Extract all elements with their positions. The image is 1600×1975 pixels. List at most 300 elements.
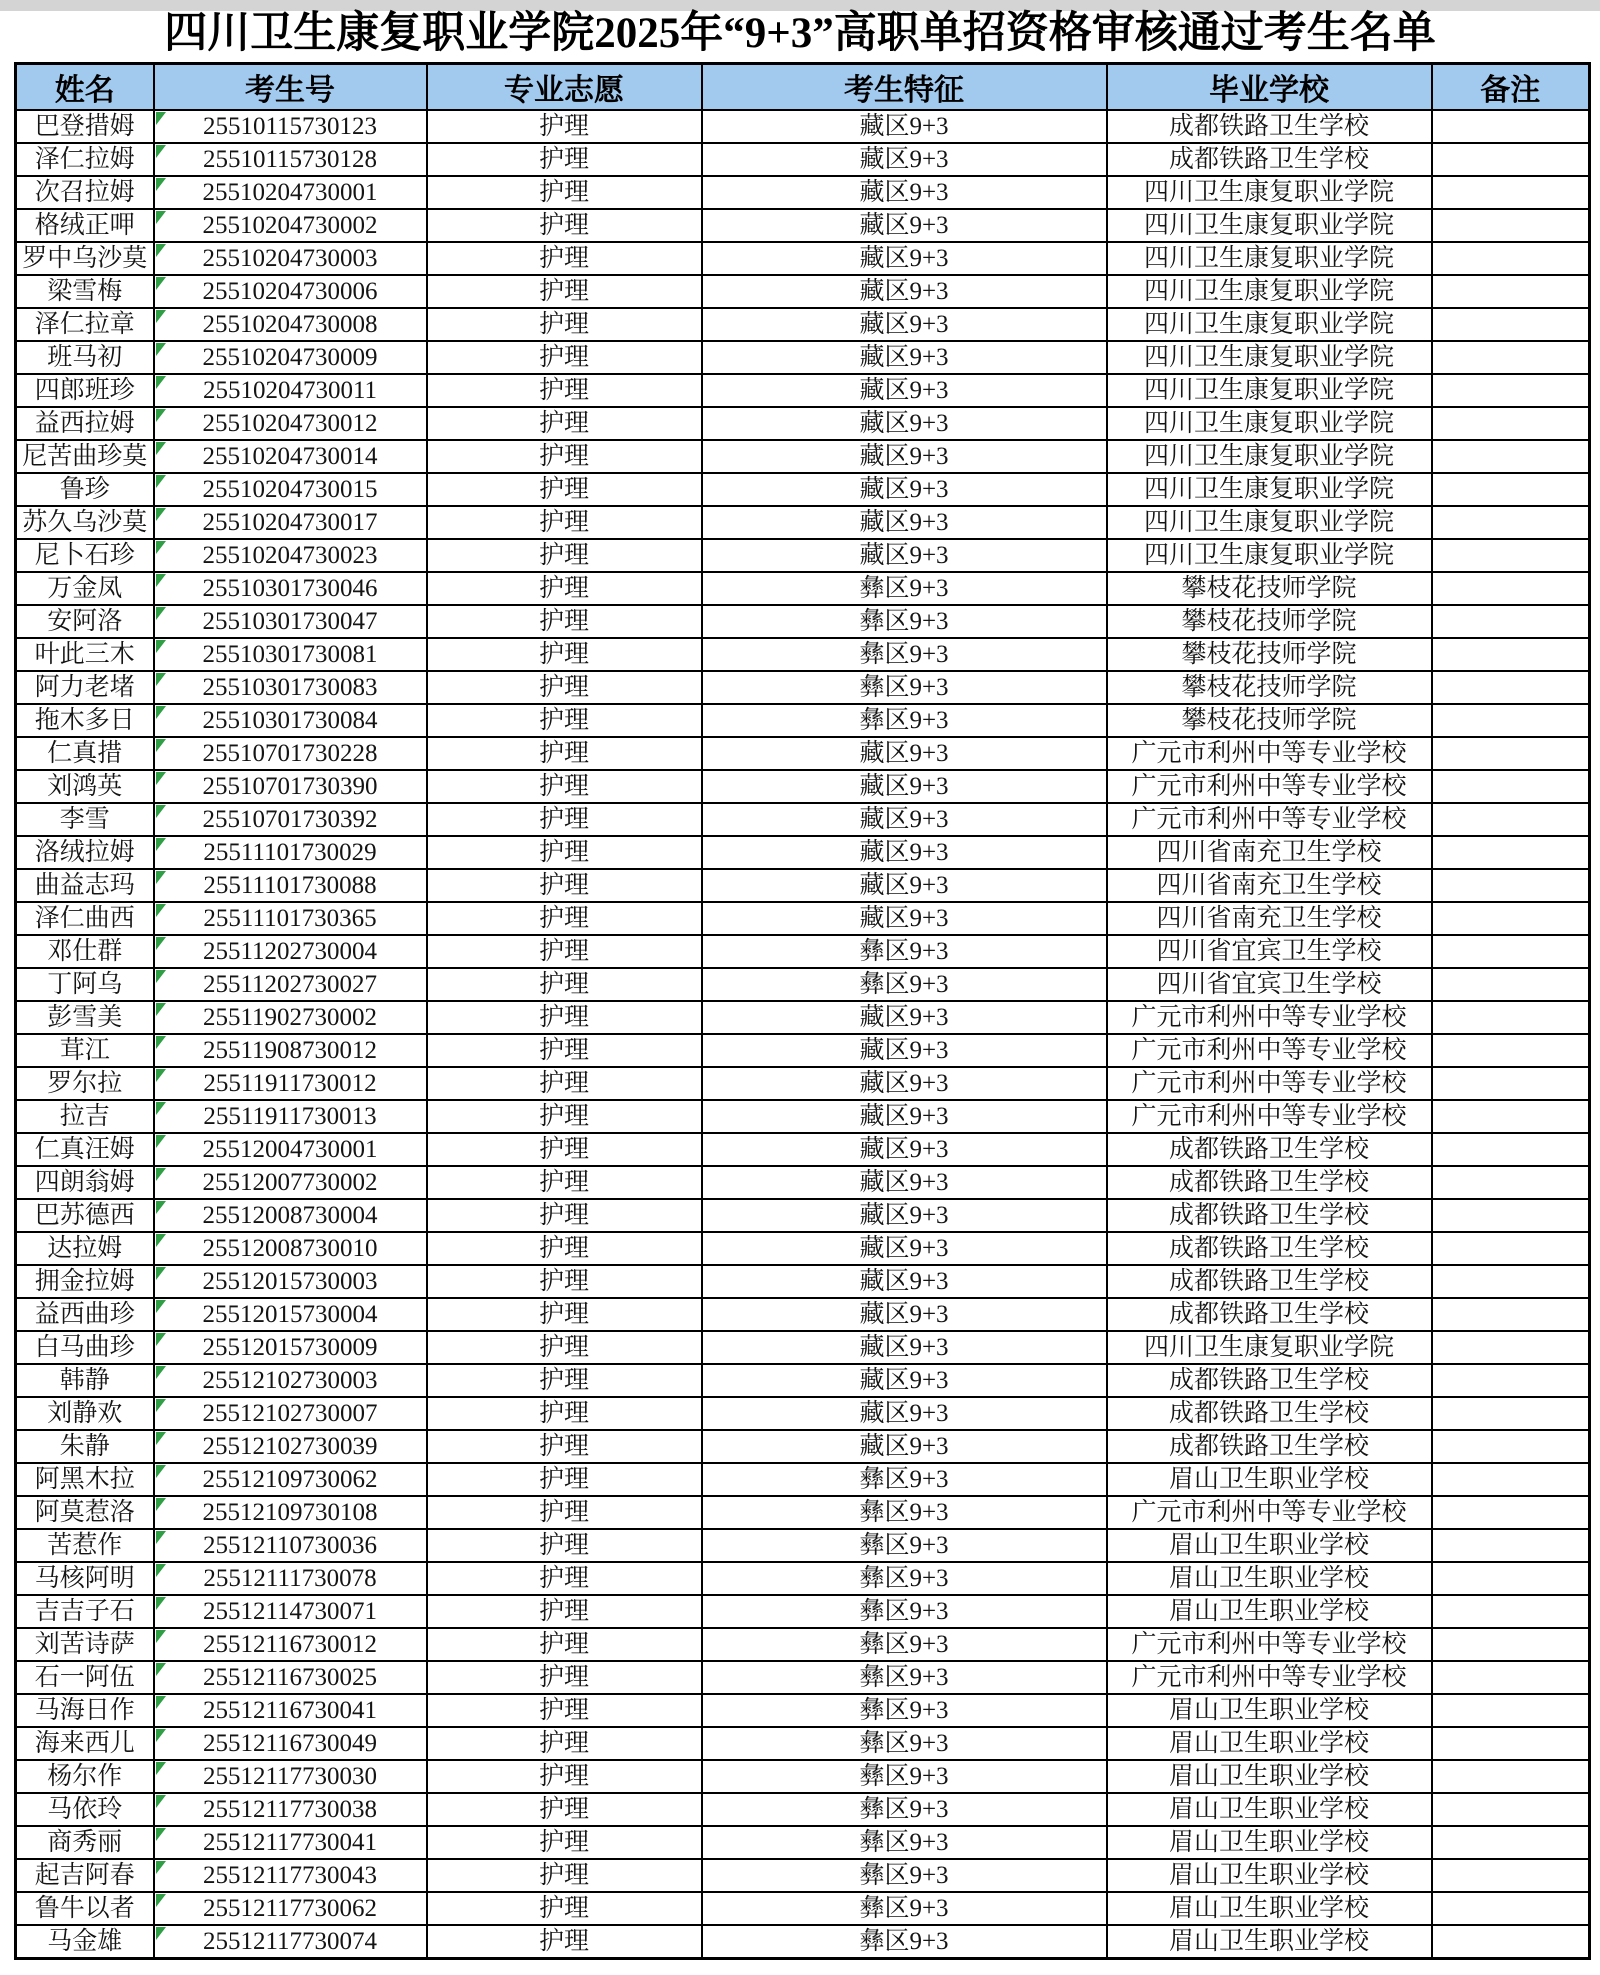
cell-school-text: 成都铁路卫生学校 [1168,1433,1369,1460]
cell-school-text: 成都铁路卫生学校 [1168,1202,1369,1229]
cell-major [427,1430,702,1463]
table-row [16,1199,1590,1232]
cell-major-text: 护理 [538,905,589,932]
table-row [16,803,1590,836]
cell-name [16,1628,154,1661]
cell-name-text: 杨尔作 [47,1763,123,1790]
cell-major [427,275,702,308]
number-stored-as-text-indicator-icon [156,1894,166,1907]
table-row [16,1496,1590,1529]
cell-feature-text: 彝区9+3 [859,971,949,998]
cell-major-text: 护理 [538,971,589,998]
cell-note [1432,935,1590,968]
cell-school [1107,1331,1432,1364]
cell-feature-text: 藏区9+3 [859,1268,949,1295]
cell-feature [702,1298,1107,1331]
number-stored-as-text-indicator-icon [156,1498,166,1511]
cell-major [427,902,702,935]
cell-major-text: 护理 [538,212,589,239]
cell-note [1432,242,1590,275]
cell-name-text: 彭雪美 [47,1004,123,1031]
cell-major-text: 护理 [538,1400,589,1427]
table-row [16,1166,1590,1199]
cell-candidate-number-text: 25512116730049 [202,1730,378,1757]
cell-school [1107,1100,1432,1133]
cell-major-text: 护理 [538,476,589,503]
number-stored-as-text-indicator-icon [156,673,166,686]
cell-major-text: 护理 [538,1928,589,1955]
cell-major [427,1661,702,1694]
cell-feature-text: 彝区9+3 [859,1730,949,1757]
number-stored-as-text-indicator-icon [156,376,166,389]
cell-candidate-number [154,1298,427,1331]
number-stored-as-text-indicator-icon [156,1003,166,1016]
cell-candidate-number-text: 25512008730004 [202,1202,378,1229]
cell-name [16,638,154,671]
cell-feature [702,308,1107,341]
cell-major-text: 护理 [538,839,589,866]
cell-name-text: 商秀丽 [47,1829,123,1856]
cell-name [16,1826,154,1859]
cell-candidate-number-text: 25510204730002 [202,212,378,239]
cell-name [16,506,154,539]
cell-major [427,1859,702,1892]
cell-candidate-number-text: 25510301730047 [202,608,378,635]
cell-note [1432,341,1590,374]
table-row [16,1034,1590,1067]
cell-candidate-number [154,1364,427,1397]
number-stored-as-text-indicator-icon [156,1531,166,1544]
cell-major-text: 护理 [538,1169,589,1196]
cell-feature-text: 藏区9+3 [859,1301,949,1328]
cell-name-text: 洛绒拉姆 [34,839,135,866]
cell-major-text: 护理 [538,509,589,536]
number-stored-as-text-indicator-icon [156,1399,166,1412]
cell-major-text: 护理 [538,1070,589,1097]
cell-name-text: 苦惹作 [47,1532,123,1559]
cell-feature [702,770,1107,803]
cell-name-text: 海来西儿 [34,1730,135,1757]
cell-name [16,1331,154,1364]
cell-name [16,1595,154,1628]
cell-feature-text: 藏区9+3 [859,773,949,800]
cell-feature [702,836,1107,869]
cell-candidate-number-text: 25510204730006 [202,278,378,305]
cell-major [427,1562,702,1595]
cell-major [427,308,702,341]
number-stored-as-text-indicator-icon [156,343,166,356]
cell-feature-text: 彝区9+3 [859,1928,949,1955]
cell-name-text: 尼卜石珍 [34,542,135,569]
cell-candidate-number-text: 25511908730012 [202,1037,378,1064]
cell-name-text: 鲁珍 [59,476,110,503]
cell-school-text: 四川省南充卫生学校 [1156,872,1382,899]
cell-feature [702,1067,1107,1100]
table-row [16,1529,1590,1562]
cell-feature [702,902,1107,935]
cell-note [1432,1661,1590,1694]
cell-candidate-number [154,242,427,275]
cell-major [427,1298,702,1331]
cell-name-text: 起吉阿春 [34,1862,135,1889]
cell-feature [702,605,1107,638]
cell-note [1432,1199,1590,1232]
cell-major-text: 护理 [538,575,589,602]
number-stored-as-text-indicator-icon [156,1795,166,1808]
cell-major-text: 护理 [538,410,589,437]
cell-major-text: 护理 [538,179,589,206]
cell-name-text: 白马曲珍 [34,1334,135,1361]
number-stored-as-text-indicator-icon [156,178,166,191]
cell-major [427,1727,702,1760]
cell-major-text: 护理 [538,1136,589,1163]
cell-name-text: 次召拉姆 [34,179,135,206]
cell-note [1432,638,1590,671]
cell-school [1107,1628,1432,1661]
table-row [16,968,1590,1001]
cell-feature-text: 藏区9+3 [859,1202,949,1229]
cell-candidate-number [154,1001,427,1034]
cell-feature-text: 彝区9+3 [859,1664,949,1691]
cell-major-text: 护理 [538,707,589,734]
number-stored-as-text-indicator-icon [156,1168,166,1181]
cell-note [1432,1067,1590,1100]
cell-candidate-number [154,110,427,143]
cell-candidate-number [154,1430,427,1463]
cell-note [1432,473,1590,506]
table-row [16,374,1590,407]
table-row [16,869,1590,902]
column-header-feature: 考生特征 [702,64,1107,111]
table-row [16,1232,1590,1265]
cell-major-text: 护理 [538,344,589,371]
cell-name-text: 安阿洛 [47,608,123,635]
cell-candidate-number [154,1694,427,1727]
cell-major [427,935,702,968]
cell-name [16,1529,154,1562]
cell-feature [702,1562,1107,1595]
cell-school [1107,539,1432,572]
cell-school-text: 四川卫生康复职业学院 [1143,245,1394,272]
cell-major-text: 护理 [538,1433,589,1460]
cell-school [1107,935,1432,968]
cell-candidate-number-text: 25512015730004 [202,1301,378,1328]
cell-feature [702,1430,1107,1463]
number-stored-as-text-indicator-icon [156,1465,166,1478]
cell-major [427,1760,702,1793]
table-row [16,1859,1590,1892]
cell-note [1432,1430,1590,1463]
cell-note [1432,1925,1590,1959]
table-row [16,1925,1590,1959]
table-row [16,1001,1590,1034]
cell-candidate-number-text: 25510204730001 [202,179,378,206]
cell-candidate-number [154,1166,427,1199]
cell-candidate-number [154,1067,427,1100]
cell-feature-text: 彝区9+3 [859,1895,949,1922]
table-row [16,1133,1590,1166]
cell-major [427,1364,702,1397]
column-header-candidate-number: 考生号 [154,64,427,111]
cell-major [427,110,702,143]
cell-school-text: 广元市利州中等专业学校 [1131,1037,1407,1064]
cell-name [16,539,154,572]
cell-candidate-number [154,770,427,803]
cell-major [427,1892,702,1925]
number-stored-as-text-indicator-icon [156,1333,166,1346]
cell-major [427,1529,702,1562]
cell-school-text: 四川卫生康复职业学院 [1143,509,1394,536]
cell-feature [702,110,1107,143]
cell-major [427,1001,702,1034]
number-stored-as-text-indicator-icon [156,475,166,488]
cell-candidate-number-text: 25512116730025 [202,1664,378,1691]
cell-school-text: 广元市利州中等专业学校 [1131,1664,1407,1691]
cell-major-text: 护理 [538,1037,589,1064]
table-row [16,704,1590,737]
cell-feature [702,1397,1107,1430]
cell-candidate-number-text: 25512102730039 [202,1433,378,1460]
cell-candidate-number [154,1760,427,1793]
cell-feature-text: 彝区9+3 [859,1565,949,1592]
number-stored-as-text-indicator-icon [156,1366,166,1379]
cell-feature-text: 彝区9+3 [859,1796,949,1823]
cell-major-text: 护理 [538,377,589,404]
cell-school-text: 四川省南充卫生学校 [1156,839,1382,866]
cell-major [427,1826,702,1859]
cell-major [427,737,702,770]
cell-major-text: 护理 [538,1004,589,1031]
cell-feature-text: 藏区9+3 [859,311,949,338]
cell-school [1107,1397,1432,1430]
cell-feature [702,242,1107,275]
number-stored-as-text-indicator-icon [156,1432,166,1445]
cell-candidate-number [154,1727,427,1760]
cell-school [1107,605,1432,638]
cell-feature-text: 彝区9+3 [859,1466,949,1493]
cell-major [427,242,702,275]
cell-school-text: 攀枝花技师学院 [1181,641,1357,668]
cell-candidate-number-text: 25510115730128 [202,146,378,173]
cell-candidate-number-text: 25512116730012 [202,1631,378,1658]
cell-school [1107,1001,1432,1034]
cell-major-text: 护理 [538,740,589,767]
number-stored-as-text-indicator-icon [156,310,166,323]
cell-candidate-number [154,1199,427,1232]
table-row [16,935,1590,968]
cell-name [16,1430,154,1463]
cell-school [1107,110,1432,143]
cell-name-text: 丁阿乌 [47,971,123,998]
cell-name [16,737,154,770]
cell-name [16,341,154,374]
cell-school [1107,176,1432,209]
cell-school [1107,341,1432,374]
cell-feature-text: 彝区9+3 [859,575,949,602]
cell-name [16,1364,154,1397]
cell-school [1107,1430,1432,1463]
cell-major-text: 护理 [538,1763,589,1790]
cell-candidate-number-text: 25512015730009 [202,1334,378,1361]
cell-major-text: 护理 [538,773,589,800]
cell-school [1107,770,1432,803]
cell-note [1432,1397,1590,1430]
cell-name [16,1727,154,1760]
cell-school [1107,1529,1432,1562]
cell-feature-text: 彝区9+3 [859,608,949,635]
number-stored-as-text-indicator-icon [156,706,166,719]
cell-major-text: 护理 [538,1862,589,1889]
cell-school-text: 攀枝花技师学院 [1181,608,1357,635]
cell-school [1107,1265,1432,1298]
cell-name-text: 韩静 [59,1367,110,1394]
cell-candidate-number [154,374,427,407]
cell-candidate-number-text: 25510301730083 [202,674,378,701]
cell-name [16,1562,154,1595]
page-title: 四川卫生康复职业学院2025年“9+3”高职单招资格审核通过考生名单 [164,10,1436,57]
cell-school-text: 成都铁路卫生学校 [1168,1367,1369,1394]
cell-note [1432,1166,1590,1199]
table-row [16,275,1590,308]
cell-school [1107,1661,1432,1694]
cell-feature-text: 彝区9+3 [859,938,949,965]
number-stored-as-text-indicator-icon [156,805,166,818]
cell-school [1107,308,1432,341]
cell-major [427,572,702,605]
table-row [16,539,1590,572]
cell-school [1107,1826,1432,1859]
cell-major [427,605,702,638]
cell-feature-text: 藏区9+3 [859,1037,949,1064]
cell-note [1432,1727,1590,1760]
cell-name-text: 石一阿伍 [34,1664,135,1691]
cell-school [1107,968,1432,1001]
cell-name-text: 班马初 [47,344,123,371]
table-row [16,407,1590,440]
cell-major [427,1331,702,1364]
cell-major [427,1694,702,1727]
table-row [16,770,1590,803]
cell-feature [702,1199,1107,1232]
cell-candidate-number-text: 25510115730123 [202,113,378,140]
cell-feature [702,1595,1107,1628]
cell-name-text: 益西曲珍 [34,1301,135,1328]
table-row [16,1265,1590,1298]
cell-feature-text: 彝区9+3 [859,1763,949,1790]
cell-name [16,308,154,341]
cell-feature-text: 藏区9+3 [859,806,949,833]
cell-candidate-number-text: 25510301730046 [202,575,378,602]
cell-major [427,968,702,1001]
cell-note [1432,1826,1590,1859]
cell-name-text: 曲益志玛 [34,872,135,899]
cell-feature-text: 藏区9+3 [859,1400,949,1427]
cell-feature-text: 藏区9+3 [859,509,949,536]
cell-school [1107,803,1432,836]
cell-feature [702,1529,1107,1562]
cell-name-text: 达拉姆 [47,1235,123,1262]
cell-major-text: 护理 [538,1268,589,1295]
cell-name [16,1925,154,1959]
cell-name [16,374,154,407]
cell-name-text: 阿莫惹洛 [34,1499,135,1526]
cell-feature-text: 藏区9+3 [859,476,949,503]
cell-school-text: 四川卫生康复职业学院 [1143,410,1394,437]
cell-feature-text: 藏区9+3 [859,1433,949,1460]
cell-name [16,1694,154,1727]
number-stored-as-text-indicator-icon [156,1861,166,1874]
cell-candidate-number [154,1562,427,1595]
cell-candidate-number [154,440,427,473]
cell-name [16,836,154,869]
cell-school [1107,407,1432,440]
cell-school [1107,1562,1432,1595]
cell-name [16,1199,154,1232]
table-row [16,1760,1590,1793]
cell-school [1107,1232,1432,1265]
cell-school [1107,1595,1432,1628]
cell-feature-text: 藏区9+3 [859,740,949,767]
cell-major-text: 护理 [538,1532,589,1559]
table-row [16,1628,1590,1661]
cell-school [1107,275,1432,308]
cell-feature-text: 藏区9+3 [859,146,949,173]
cell-candidate-number-text: 25512117730038 [202,1796,378,1823]
cell-school [1107,1133,1432,1166]
cell-note [1432,176,1590,209]
table-row [16,737,1590,770]
cell-candidate-number-text: 25510301730081 [202,641,378,668]
cell-feature [702,869,1107,902]
cell-note [1432,1892,1590,1925]
cell-major [427,374,702,407]
cell-school [1107,1496,1432,1529]
cell-name [16,1133,154,1166]
cell-candidate-number-text: 25512117730030 [202,1763,378,1790]
cell-candidate-number-text: 25510204730015 [202,476,378,503]
cell-major [427,1199,702,1232]
cell-feature [702,176,1107,209]
cell-name-text: 邓仕群 [47,938,123,965]
cell-candidate-number [154,1397,427,1430]
cell-candidate-number-text: 25512117730062 [202,1895,378,1922]
cell-major-text: 护理 [538,1367,589,1394]
table-row [16,1661,1590,1694]
table-row [16,1826,1590,1859]
cell-major [427,1397,702,1430]
cell-candidate-number [154,1100,427,1133]
cell-feature-text: 藏区9+3 [859,542,949,569]
cell-major [427,506,702,539]
cell-name [16,440,154,473]
cell-candidate-number-text: 25510204730017 [202,509,378,536]
cell-school-text: 广元市利州中等专业学校 [1131,1631,1407,1658]
cell-note [1432,704,1590,737]
cell-candidate-number-text: 25510204730014 [202,443,378,470]
cell-school [1107,1067,1432,1100]
cell-candidate-number [154,539,427,572]
cell-name [16,1166,154,1199]
cell-candidate-number-text: 25511902730002 [202,1004,378,1031]
cell-note [1432,1760,1590,1793]
cell-note [1432,1298,1590,1331]
cell-school [1107,1199,1432,1232]
cell-major-text: 护理 [538,1565,589,1592]
cell-major-text: 护理 [538,113,589,140]
number-stored-as-text-indicator-icon [156,1267,166,1280]
cell-school [1107,242,1432,275]
table-row [16,1694,1590,1727]
